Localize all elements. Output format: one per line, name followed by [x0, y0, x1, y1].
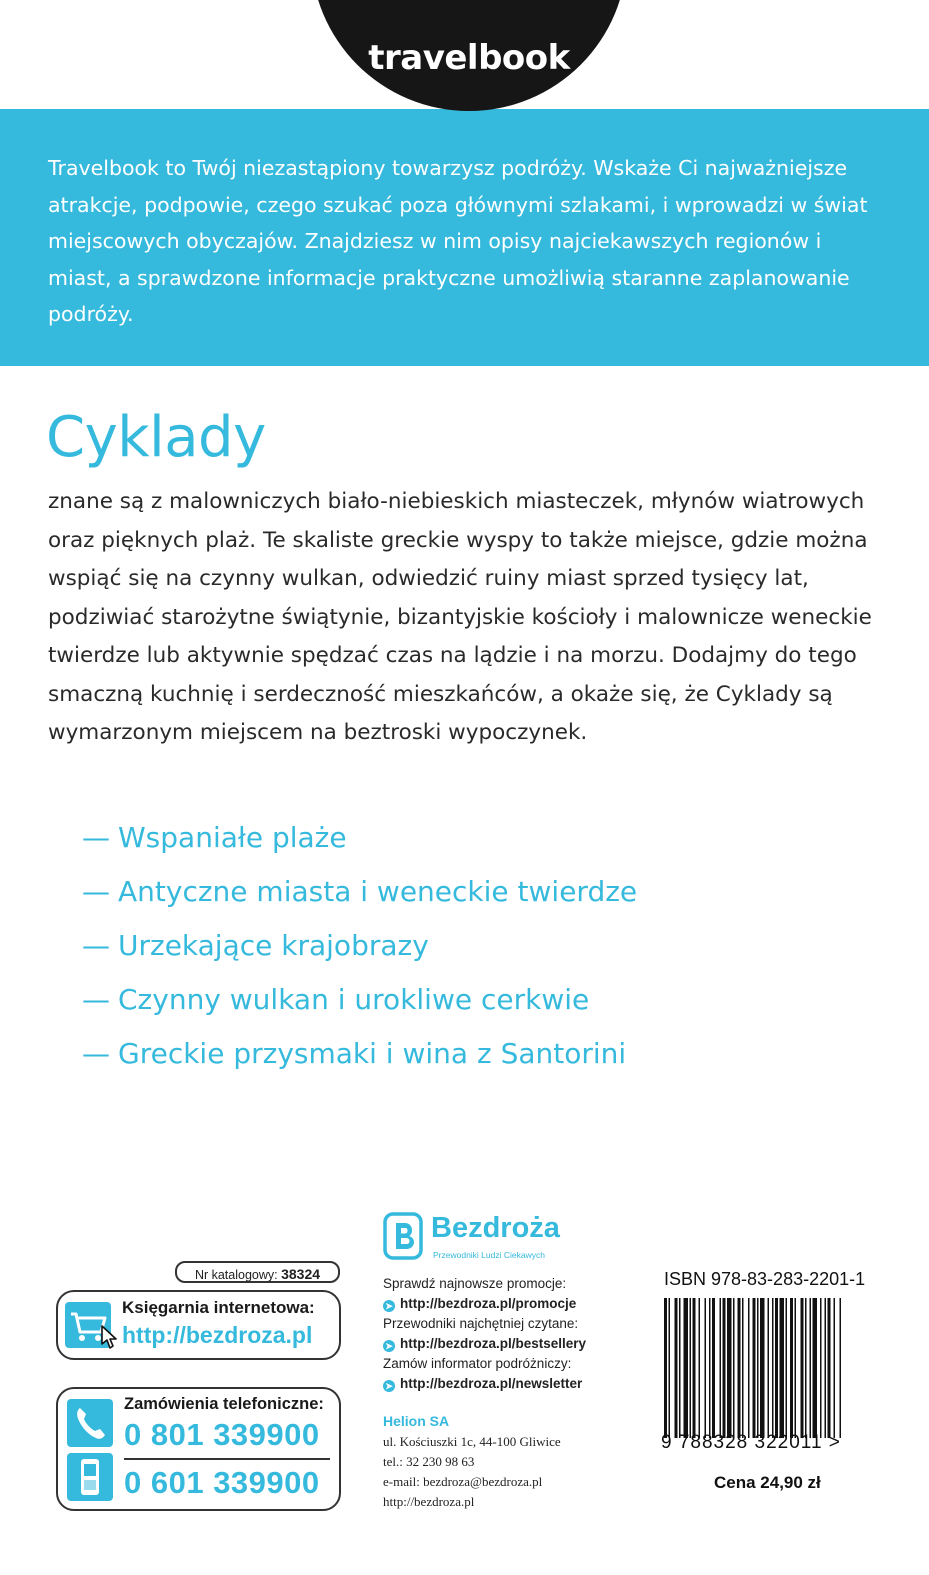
newsletter-link[interactable] [383, 1374, 653, 1394]
arrow-bullet-icon: ➤ [383, 1380, 395, 1392]
brand-name: Bezdroża [431, 1212, 560, 1244]
highlight-label: Urzekające krajobrazy [118, 929, 429, 962]
publisher-phone: tel.: 32 230 98 63 [383, 1454, 475, 1469]
barcode-bar [805, 1298, 807, 1438]
publisher-info [383, 1410, 561, 1512]
shop-link[interactable]: http://bezdroza.pl [122, 1322, 313, 1348]
barcode-bar [795, 1298, 797, 1438]
highlight-item [82, 977, 637, 1031]
barcode-digits: 9 788328 322011 > [661, 1432, 841, 1453]
phone-number-landline[interactable]: 0 801 339900 [124, 1417, 320, 1452]
arrow-bullet-icon: ➤ [383, 1300, 395, 1312]
phone-orders-label: Zamówienia telefoniczne: [124, 1395, 324, 1413]
phone-handset-icon [67, 1399, 113, 1447]
divider [124, 1458, 330, 1460]
barcode-bar [709, 1298, 711, 1438]
barcode-bar [690, 1298, 692, 1438]
highlight-item [82, 923, 637, 977]
publisher-email[interactable]: e-mail: bezdroza@bezdroza.pl [383, 1474, 543, 1489]
cursor-icon [100, 1324, 118, 1354]
barcode-bar [675, 1298, 678, 1438]
description-text: znane są z malowniczych biało-niebieskich miasteczek, młynów wiatrowych oraz pięknych plaż. Te skaliste greckie wyspy to także miejsce, gdzie można wspiąć się na czynny wulkan, odwiedzić ruiny miast sprzed tysięcy lat, podziwiać starożytne świątynie, bizantyjskie kościoły i malownicze weneckie twierdze lub aktywnie spędzać czas na lądzie i na morzu. Dodajmy do tego smaczną kuchnię i serdeczność mieszkańców, a okaże się, że Cyklady są wymarzonym miejscem na beztroski wypoczynek. [48, 489, 872, 745]
promo-link-text[interactable]: http://bezdroza.pl/promocje [400, 1296, 577, 1311]
phone-number-mobile[interactable]: 0 601 339900 [124, 1465, 320, 1500]
barcode-bar [757, 1298, 759, 1438]
publisher-name: Helion SA [383, 1413, 450, 1429]
phone-orders-box [56, 1387, 341, 1511]
dash-glyph: — [82, 875, 110, 908]
catalog-label: Nr katalogowy: [194, 1268, 278, 1282]
barcode-bar [825, 1298, 827, 1438]
travelbook-logo: travelbook [368, 38, 570, 78]
bestsellers-label: Przewodniki najchętniej czytane: [383, 1316, 579, 1331]
barcode-bar [760, 1298, 765, 1438]
bestsellers-link[interactable] [383, 1334, 653, 1354]
dash-glyph: — [82, 929, 110, 962]
barcode [664, 1298, 882, 1438]
barcode-bar [705, 1298, 707, 1438]
barcode-bar [753, 1298, 756, 1438]
barcode-bar [679, 1298, 681, 1438]
highlight-item [82, 1031, 637, 1085]
catalog-number: 38324 [281, 1266, 321, 1282]
barcode-bar [723, 1298, 726, 1438]
highlight-label: Wspaniałe plaże [118, 821, 347, 854]
barcode-bar [786, 1298, 788, 1438]
dash-glyph: — [82, 983, 110, 1016]
brand-tagline: Przewodniki Ludzi Ciekawych [433, 1250, 545, 1260]
dash-glyph: — [82, 1037, 110, 1070]
highlight-label: Czynny wulkan i urokliwe cerkwie [118, 983, 590, 1016]
page-title: Cyklady [46, 405, 266, 470]
promo-label: Sprawdź najnowsze promocje: [383, 1276, 567, 1291]
highlight-label: Antyczne miasta i weneckie twierdze [118, 875, 638, 908]
barcode-bar [738, 1298, 741, 1438]
barcode-bar [664, 1298, 667, 1438]
highlights-list [82, 815, 637, 1085]
highlight-item [82, 815, 637, 869]
publisher-address: ul. Kościuszki 1c, 44-100 Gliwice [383, 1434, 561, 1449]
barcode-bar [768, 1298, 770, 1438]
barcode-bar [669, 1298, 671, 1438]
barcode-bar [834, 1298, 836, 1438]
shop-label: Księgarnia internetowa: [122, 1298, 315, 1317]
barcode-bar [733, 1298, 735, 1438]
newsletter-label: Zamów informator podróżniczy: [383, 1356, 572, 1371]
barcode-bar [780, 1298, 785, 1438]
barcode-bar [720, 1298, 722, 1438]
barcode-bar [693, 1298, 696, 1438]
barcode-bar [828, 1298, 831, 1438]
promo-link[interactable] [383, 1294, 653, 1314]
arrow-bullet-icon: ➤ [383, 1340, 395, 1352]
promo-links [383, 1274, 653, 1394]
mobile-phone-icon [67, 1453, 113, 1501]
barcode-bar [820, 1298, 822, 1438]
intro-text: Travelbook to Twój niezastąpiony towarzysz podróży. Wskaże Ci najważniejsze atrakcje, podpowie, czego szukać poza głównymi szlakami, i wprowadzi w świat miejscowych obyczajów. Znajdziesz w nim opisy najciekawszych regionów i miast, a sprawdzone informacje praktyczne umożliwią staranne zaplanowanie podróży. [48, 156, 868, 326]
barcode-bar [801, 1298, 804, 1438]
online-shop-box [56, 1290, 341, 1360]
barcode-bar [712, 1298, 715, 1438]
isbn-label: ISBN 978-83-283-2201-1 [664, 1269, 866, 1289]
newsletter-link-text[interactable]: http://bezdroza.pl/newsletter [400, 1376, 583, 1391]
barcode-bar [727, 1298, 732, 1438]
highlight-label: Greckie przysmaki i wina z Santorini [118, 1037, 627, 1070]
bestsellers-link-text[interactable]: http://bezdroza.pl/bestsellery [400, 1336, 587, 1351]
barcode-bar [742, 1298, 744, 1438]
dash-glyph: — [82, 821, 110, 854]
publisher-web[interactable]: http://bezdroza.pl [383, 1494, 475, 1509]
highlight-item [82, 869, 637, 923]
barcode-bar [699, 1298, 701, 1438]
barcode-bar [684, 1298, 689, 1438]
barcode-bar [813, 1298, 818, 1438]
bezdroza-logo-icon [382, 1211, 426, 1265]
barcode-bar [748, 1298, 750, 1438]
barcode-bar [790, 1298, 793, 1438]
barcode-bar [772, 1298, 774, 1438]
price-label: Cena 24,90 zł [714, 1473, 821, 1492]
barcode-bar [840, 1298, 842, 1438]
barcode-bar [775, 1298, 778, 1438]
barcode-bar [810, 1298, 812, 1438]
catalog-number-box [175, 1261, 340, 1283]
